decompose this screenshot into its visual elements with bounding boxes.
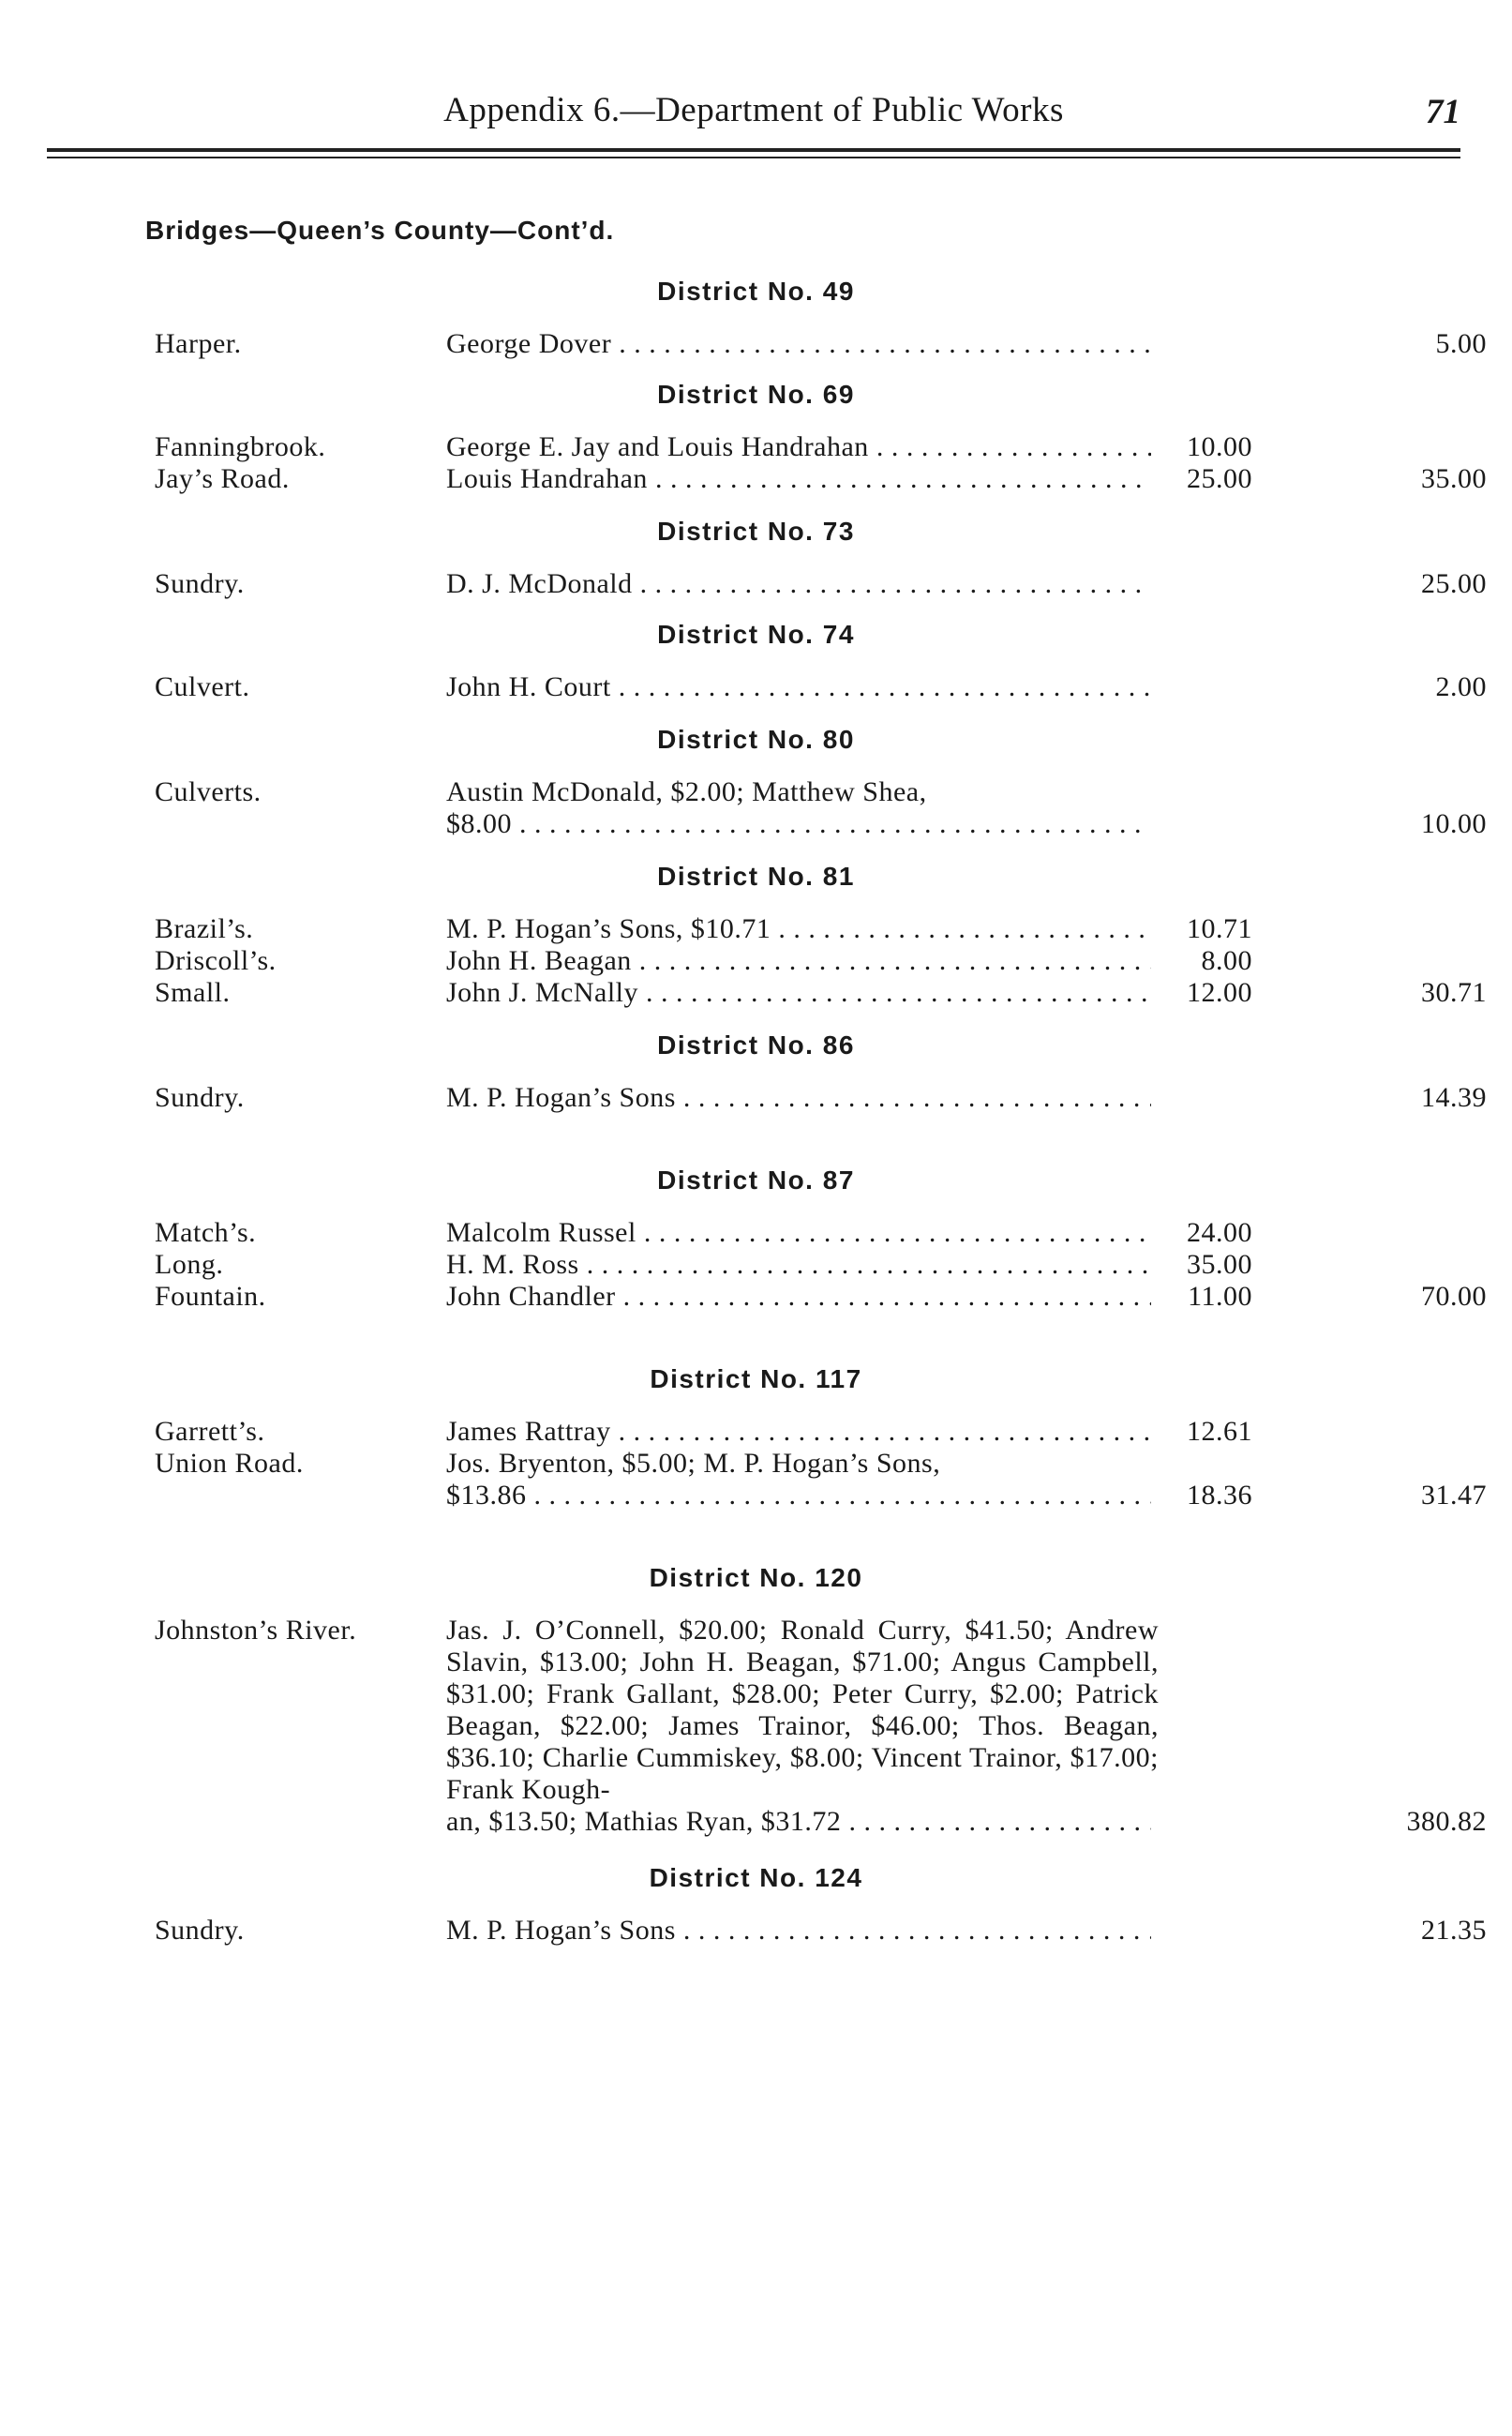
- district-block: [0, 270, 1512, 373]
- district-title: District No. 86: [657, 1030, 855, 1060]
- payee-column: [446, 671, 1487, 703]
- payment-line: [446, 1448, 1384, 1480]
- districts-list: [0, 270, 1512, 1962]
- header-rule-thin: [47, 157, 1460, 158]
- district-block: [0, 1358, 1512, 1556]
- payee-text: M. P. Hogan’s Sons: [446, 1082, 676, 1113]
- location-name: Sundry.: [155, 1915, 245, 1946]
- location-name: Brazil’s.: [155, 913, 254, 944]
- subtotal-amount: 18.36: [1187, 1480, 1252, 1511]
- district-title: District No. 49: [657, 277, 855, 306]
- district-entry: [0, 1217, 1512, 1313]
- subtotal-amount: 10.00: [1187, 431, 1252, 462]
- payee-column: [446, 913, 1487, 1009]
- payee-text: George Dover: [446, 328, 612, 359]
- district-title: District No. 69: [657, 380, 855, 409]
- district-entry: [0, 671, 1512, 703]
- leader-dots: [636, 1217, 1151, 1248]
- leader-dots: [527, 1480, 1152, 1511]
- payment-line: [446, 671, 1487, 703]
- payment-line: [446, 1217, 1384, 1249]
- payee-name: [446, 431, 1151, 463]
- subtotal-amount: 25.00: [1187, 463, 1252, 494]
- district-title: District No. 120: [649, 1563, 863, 1592]
- leader-dots: [611, 1416, 1151, 1447]
- payment-line: [446, 431, 1384, 463]
- district-title: District No. 74: [657, 620, 855, 649]
- leader-dots: [611, 328, 1151, 359]
- payee-name: [446, 776, 1151, 808]
- district-entry: [0, 431, 1512, 495]
- spacer: [0, 360, 1512, 373]
- leader-dots: [632, 945, 1151, 976]
- payment-line: [446, 1416, 1384, 1448]
- payee-name: [446, 945, 1151, 977]
- payee-column: [446, 1217, 1487, 1313]
- total-amount: 35.00: [1421, 463, 1487, 494]
- payment-line: [446, 1480, 1487, 1511]
- page-header: [47, 90, 1460, 146]
- location-name: Garrett’s.: [155, 1416, 265, 1447]
- payee-text: John J. McNally: [446, 977, 638, 1008]
- section-title: Bridges—Queen’s County—Cont’d.: [145, 216, 615, 245]
- payment-line: [446, 945, 1384, 977]
- payee-name: [446, 568, 1151, 600]
- payment-line: [446, 808, 1487, 840]
- payment-line: [446, 977, 1487, 1009]
- district-block: [0, 1556, 1512, 1857]
- payee-name: [446, 913, 1151, 945]
- payee-text: John H. Court: [446, 671, 611, 702]
- district-entry: [0, 1615, 1512, 1838]
- spacer: [0, 840, 1512, 855]
- payee-paragraph: Jas. J. O’Connell, $20.00; Ronald Curry, $41.50; Andrew Slavin, $13.00; John H. Beagan, $71.00; Angus Campbell, $31.00; Frank Gallant, $28.00; Peter Curry, $2.00; Patrick Beagan, $22.00; James Trainor, $46.00; Thos. Beagan, $36.10; Charlie Cummiskey, $8.00; Vincent Trainor, $17.00; Frank Kough-: [446, 1615, 1159, 1805]
- subtotal-amount: 24.00: [1187, 1217, 1252, 1248]
- district-block: [0, 1857, 1512, 1962]
- location-column: [155, 328, 436, 360]
- district-block: [0, 718, 1512, 855]
- total-amount: 31.47: [1421, 1480, 1487, 1511]
- subtotal-amount: 12.00: [1187, 977, 1252, 1008]
- payment-line: [446, 328, 1487, 360]
- spacer: [0, 1947, 1512, 1962]
- total-amount: 70.00: [1421, 1281, 1487, 1312]
- location-name: Long.: [155, 1249, 224, 1280]
- location-column: [155, 913, 436, 1009]
- payment-line: [446, 1806, 1487, 1838]
- header-rule-thick: [47, 148, 1460, 152]
- district-block: [0, 855, 1512, 1024]
- payee-text: $8.00: [446, 808, 512, 839]
- location-column: [155, 568, 436, 600]
- spacer: [0, 1313, 1512, 1358]
- district-title: District No. 124: [649, 1863, 863, 1892]
- payee-name: [446, 977, 1151, 1009]
- spacer: [0, 495, 1512, 510]
- spacer: [0, 703, 1512, 718]
- district-entry: [0, 568, 1512, 600]
- payment-line: [446, 1915, 1487, 1947]
- leader-dots: [611, 671, 1151, 702]
- payee-column: [446, 1915, 1487, 1947]
- payee-column: [446, 431, 1487, 495]
- payee-text: an, $13.50; Mathias Ryan, $31.72: [446, 1806, 842, 1837]
- payee-text: Austin McDonald, $2.00; Matthew Shea,: [446, 776, 927, 807]
- subtotal-amount: 11.00: [1188, 1281, 1252, 1312]
- total-amount: 14.39: [1421, 1082, 1487, 1113]
- location-column: [155, 671, 436, 703]
- payment-line: [446, 1082, 1487, 1114]
- district-title: District No. 81: [657, 862, 855, 891]
- location-column: [155, 1416, 436, 1480]
- district-entry: [0, 776, 1512, 840]
- location-name: Sundry.: [155, 568, 245, 599]
- subtotal-amount: 10.71: [1187, 913, 1252, 944]
- subtotal-amount: 8.00: [1201, 945, 1252, 976]
- district-block: [0, 373, 1512, 510]
- location-column: [155, 1217, 436, 1313]
- page-number: 71: [1426, 93, 1460, 131]
- location-column: [155, 1915, 436, 1947]
- payee-text: Malcolm Russel: [446, 1217, 636, 1248]
- payee-name: [446, 1416, 1151, 1448]
- payee-column: [446, 776, 1487, 840]
- district-entry: [0, 328, 1512, 360]
- payee-column: [446, 328, 1487, 360]
- district-entry: [0, 913, 1512, 1009]
- payee-column: [446, 568, 1487, 600]
- district-entry: [0, 1416, 1512, 1511]
- payee-name: [446, 1281, 1151, 1313]
- payee-name: [446, 671, 1151, 703]
- leader-dots: [616, 1281, 1151, 1312]
- leader-dots: [676, 1082, 1151, 1113]
- district-title: District No. 80: [657, 725, 855, 754]
- location-name: Fanningbrook.: [155, 431, 326, 462]
- location-name: Fountain.: [155, 1281, 266, 1312]
- location-name: Sundry.: [155, 1082, 245, 1113]
- payee-name: [446, 1217, 1151, 1249]
- total-amount: 25.00: [1421, 568, 1487, 599]
- payee-text: George E. Jay and Louis Handrahan: [446, 431, 869, 462]
- payee-name: [446, 1480, 1151, 1511]
- payment-line: [446, 1249, 1384, 1281]
- payee-name: [446, 1448, 1151, 1480]
- payee-column: [446, 1416, 1487, 1511]
- spacer: [0, 1114, 1512, 1159]
- location-name: Culvert.: [155, 671, 250, 702]
- location-name: Culverts.: [155, 776, 262, 807]
- spacer: [0, 1838, 1512, 1857]
- payee-name: [446, 1915, 1151, 1947]
- district-block: [0, 613, 1512, 718]
- spacer: [0, 1009, 1512, 1024]
- leader-dots: [512, 808, 1151, 839]
- district-title: District No. 73: [657, 517, 855, 546]
- payee-text: H. M. Ross: [446, 1249, 579, 1280]
- location-name: Union Road.: [155, 1448, 304, 1479]
- total-amount: 5.00: [1435, 328, 1487, 359]
- payment-line: [446, 1281, 1487, 1313]
- total-amount: 10.00: [1421, 808, 1487, 839]
- payee-text: John Chandler: [446, 1281, 616, 1312]
- page-title: Appendix 6.—Department of Public Works: [443, 91, 1064, 129]
- payee-text: M. P. Hogan’s Sons, $10.71: [446, 913, 771, 944]
- location-column: [155, 1082, 436, 1114]
- leader-dots: [648, 463, 1151, 494]
- spacer: [0, 600, 1512, 613]
- district-entry: [0, 1915, 1512, 1947]
- location-name: Match’s.: [155, 1217, 257, 1248]
- payee-name: [446, 1082, 1151, 1114]
- payee-name: [446, 1249, 1151, 1281]
- payee-column: [446, 1082, 1487, 1114]
- location-name: Small.: [155, 977, 231, 1008]
- leader-dots: [841, 1806, 1151, 1837]
- spacer: [0, 1511, 1512, 1556]
- payee-text: Jos. Bryenton, $5.00; M. P. Hogan’s Sons,: [446, 1448, 941, 1479]
- location-column: [155, 776, 436, 808]
- total-amount: 30.71: [1421, 977, 1487, 1008]
- location-name: Harper.: [155, 328, 242, 359]
- leader-dots: [869, 431, 1151, 462]
- payment-line: [446, 568, 1487, 600]
- payee-text: $13.86: [446, 1480, 527, 1511]
- total-amount: 380.82: [1406, 1806, 1487, 1837]
- leader-dots: [771, 913, 1151, 944]
- location-name: Johnston’s River.: [155, 1615, 357, 1646]
- subtotal-amount: 12.61: [1187, 1416, 1252, 1447]
- payee-name: [446, 463, 1151, 495]
- payee-text: M. P. Hogan’s Sons: [446, 1915, 676, 1946]
- payee-name: [446, 808, 1151, 840]
- district-entry: [0, 1082, 1512, 1114]
- subtotal-amount: 35.00: [1187, 1249, 1252, 1280]
- location-column: [155, 431, 436, 495]
- district-block: [0, 1159, 1512, 1358]
- leader-dots: [633, 568, 1151, 599]
- payee-text: D. J. McDonald: [446, 568, 633, 599]
- payee-text: John H. Beagan: [446, 945, 632, 976]
- district-block: [0, 510, 1512, 613]
- location-name: Driscoll’s.: [155, 945, 277, 976]
- total-amount: 2.00: [1435, 671, 1487, 702]
- payee-column: [446, 1615, 1487, 1838]
- location-column: [155, 1615, 436, 1647]
- total-amount: 21.35: [1421, 1915, 1487, 1946]
- payment-line: [446, 776, 1384, 808]
- payee-name: [446, 328, 1151, 360]
- leader-dots: [676, 1915, 1151, 1946]
- payee-text: James Rattray: [446, 1416, 611, 1447]
- district-title: District No. 117: [650, 1364, 862, 1393]
- district-title: District No. 87: [657, 1165, 855, 1195]
- location-name: Jay’s Road.: [155, 463, 290, 494]
- payment-line: [446, 463, 1487, 495]
- payee-name: [446, 1806, 1151, 1838]
- leader-dots: [638, 977, 1151, 1008]
- leader-dots: [579, 1249, 1151, 1280]
- payee-text: Louis Handrahan: [446, 463, 648, 494]
- district-block: [0, 1024, 1512, 1159]
- payment-line: [446, 913, 1384, 945]
